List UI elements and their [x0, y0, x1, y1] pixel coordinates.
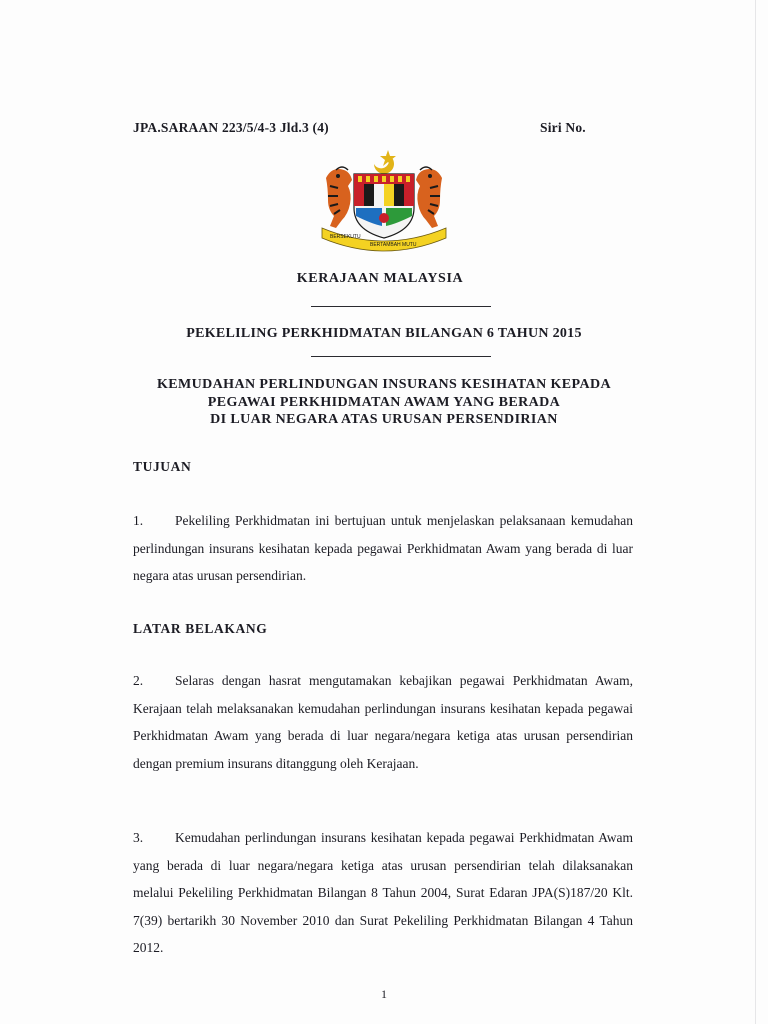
subject-line-1: KEMUDAHAN PERLINDUNGAN INSURANS KESIHATAN KEPADA [156, 377, 611, 392]
serial-number-label: Siri No. [540, 120, 586, 135]
paragraph-text: Pekeliling Perkhidmatan ini bertujuan untuk menjelaskan pelaksanaan kemudahan perlindungan insurans kesihatan kepada pegawai Perkhidmatan Awam yang berada di luar negara atas urusan persendirian. [133, 513, 633, 583]
divider-top [311, 306, 491, 307]
left-tiger-icon [326, 167, 352, 228]
motto-right: BERTAMBAH MUTU [370, 242, 417, 248]
crescent-star-icon [374, 150, 396, 174]
section-heading-purpose: TUJUAN [133, 459, 192, 474]
government-title: KERAJAAN MALAYSIA [296, 271, 464, 286]
paragraph-3 [133, 824, 633, 962]
paragraph-text: Selaras dengan hasrat mengutamakan kebajikan pegawai Perkhidmatan Awam, Kerajaan telah melaksanakan kemudahan perlindungan insurans kesihatan kepada pegawai Perkhidmatan Awam yang berada di luar negara/negara ketiga atas urusan persendirian dengan premium insurans ditanggung oleh Kerajaan. [133, 673, 633, 771]
subject-line-3: DI LUAR NEGARA ATAS URUSAN PERSENDIRIAN [210, 412, 558, 427]
circular-title: PEKELILING PERKHIDMATAN BILANGAN 6 TAHUN 2015 [186, 326, 582, 341]
coat-of-arms-icon [316, 148, 452, 252]
paragraph-number: 1. [133, 513, 144, 528]
paragraph-1 [133, 507, 633, 590]
page-number: 1 [381, 987, 387, 1001]
paragraph-2 [133, 667, 633, 777]
paragraph-number: 3. [133, 830, 144, 845]
paragraph-text: Kemudahan perlindungan insurans kesihatan kepada pegawai Perkhidmatan Awam yang berada di luar negara/negara ketiga atas urusan persendirian telah dilaksanakan melalui Pekeliling Perkhidmatan Bilangan 8 Tahun 2004, Surat Edaran JPA(S)187/20 Klt. 7(39) bertarikh 30 November 2010 dan Surat Pekeliling Perkhidmatan Bilangan 4 Tahun 2012. [133, 830, 633, 955]
right-tiger-icon [416, 167, 442, 228]
motto-left: BERSEKUTU [330, 234, 361, 240]
section-heading-background: LATAR BELAKANG [133, 621, 268, 636]
subject-title [0, 376, 768, 429]
shield-icon [354, 174, 414, 238]
divider-bottom [311, 356, 491, 357]
scan-edge [755, 0, 756, 1024]
file-reference: JPA.SARAAN 223/5/4-3 Jld.3 (4) [133, 120, 329, 135]
paragraph-number: 2. [133, 673, 144, 688]
reference-line [133, 120, 592, 138]
subject-line-2: PEGAWAI PERKHIDMATAN AWAM YANG BERADA [207, 394, 561, 410]
